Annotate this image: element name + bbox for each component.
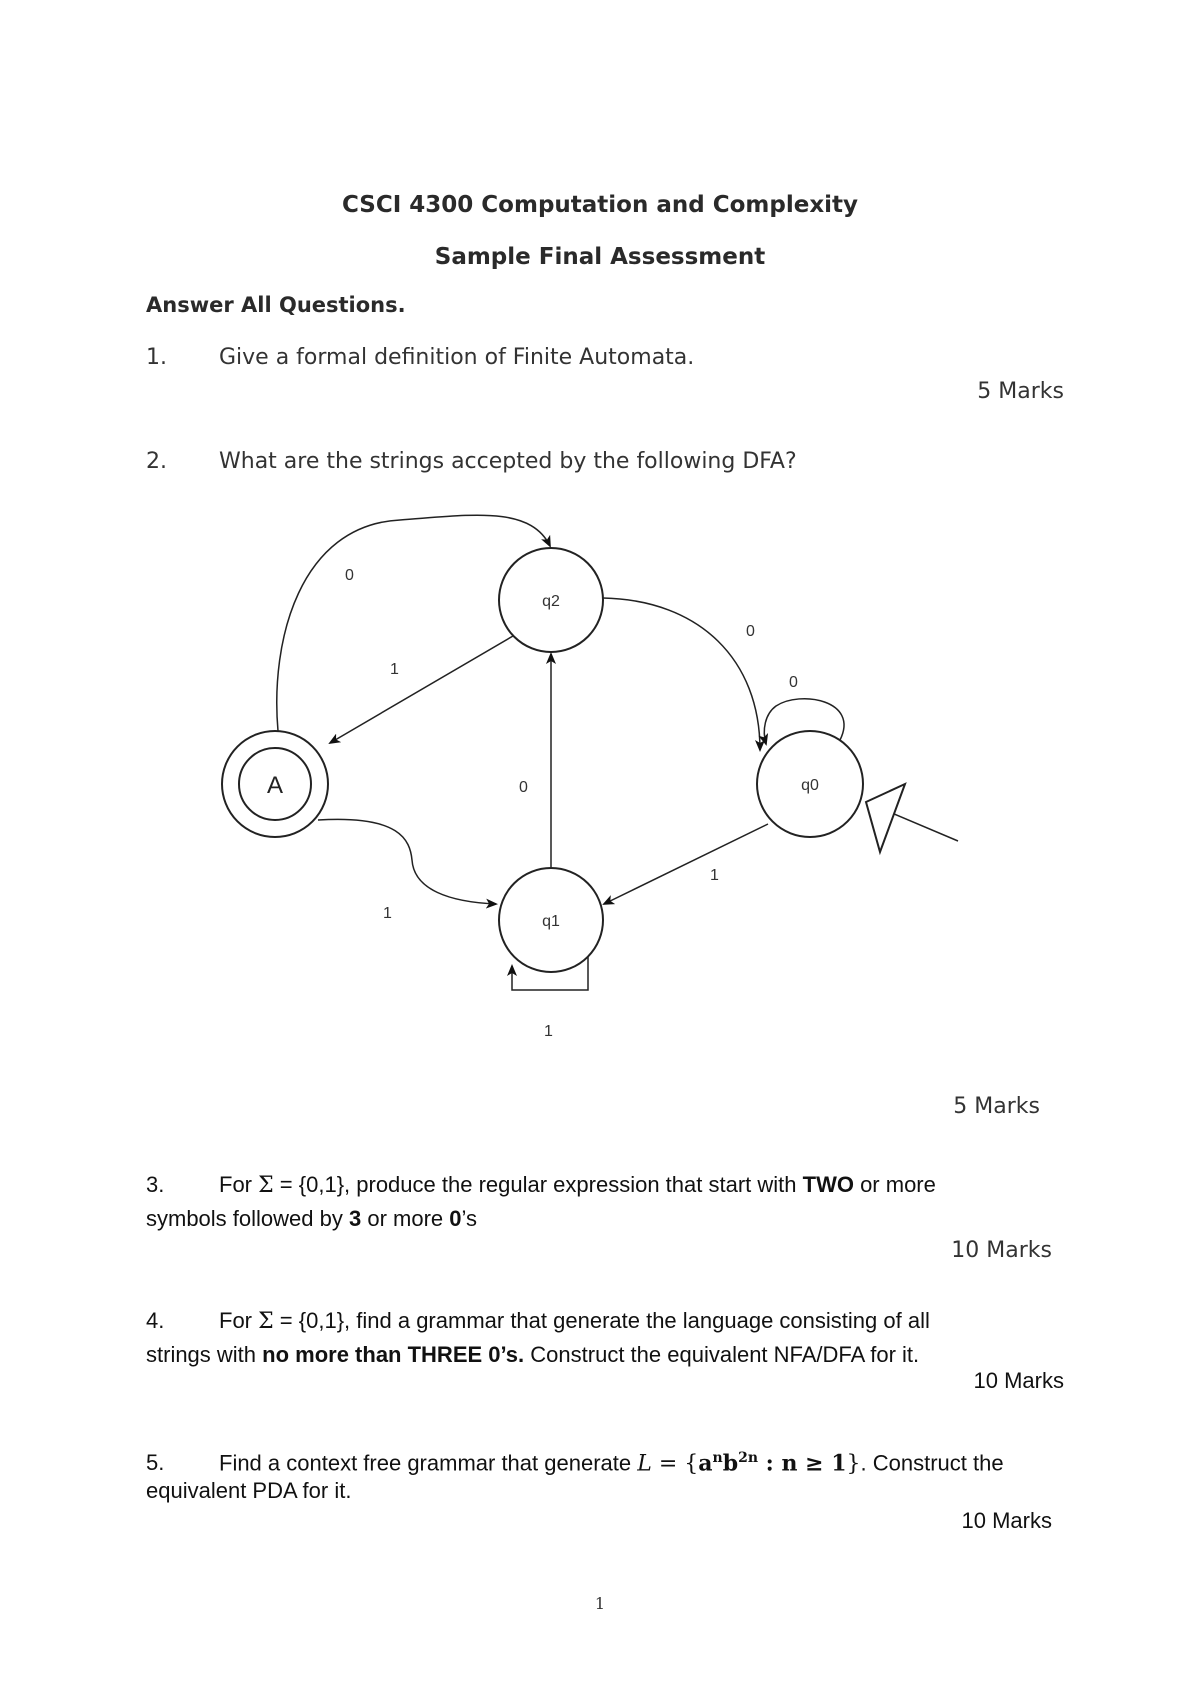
question-1-marks: 5 Marks: [977, 379, 1064, 404]
start-arrow: [866, 784, 958, 852]
question-4-number: 4.: [146, 1308, 165, 1333]
state-q0-label: q0: [801, 777, 819, 794]
q3-for: For: [219, 1172, 259, 1197]
q5-n: n: [712, 1450, 723, 1466]
label-q2-q0: 0: [746, 623, 755, 640]
instructions: Answer All Questions.: [146, 293, 406, 317]
q3-two: TWO: [802, 1172, 854, 1197]
question-1-number: 1.: [146, 345, 167, 370]
q5-2n: 2n: [738, 1450, 759, 1466]
question-4-marks: 10 Marks: [973, 1368, 1064, 1393]
transition-q0-loop: [764, 699, 844, 744]
q4-for: For: [219, 1308, 259, 1333]
label-A-q1: 1: [383, 905, 392, 922]
question-3-number: 3.: [146, 1172, 165, 1197]
q3-zero: 0: [449, 1206, 462, 1231]
page-number: 1: [594, 1594, 606, 1613]
course-title: CSCI 4300 Computation and Complexity: [341, 192, 859, 218]
label-q2-A: 1: [390, 661, 399, 678]
question-5-line-1: [219, 1450, 1004, 1476]
label-A-q2: 0: [345, 567, 354, 584]
q3-or-more: or more: [853, 1172, 936, 1197]
q3-three: 3: [348, 1206, 362, 1231]
question-4-line-2: [146, 1342, 919, 1368]
q5-close: }: [846, 1451, 861, 1477]
question-3-line-2: [146, 1206, 477, 1232]
question-1-text: Give a formal definition of Finite Automata.: [219, 345, 695, 370]
transition-q0-q1: [604, 824, 768, 904]
question-5-line-2: equivalent PDA for it.: [146, 1478, 352, 1503]
question-4-line-1: [219, 1308, 930, 1334]
transition-q2-q0: [603, 598, 760, 750]
label-q0-q1: 1: [710, 867, 719, 884]
transition-A-q2: [277, 515, 550, 731]
question-2-text: What are the strings accepted by the following DFA?: [219, 449, 797, 474]
state-q1: [499, 868, 603, 972]
state-A: [222, 731, 328, 837]
question-3-marks: 10 Marks: [951, 1238, 1052, 1263]
q3-line2c: ’s: [461, 1206, 478, 1231]
question-5-number: 5.: [146, 1450, 165, 1475]
state-q0: [757, 731, 863, 837]
sigma-symbol: Σ: [258, 1173, 274, 1198]
question-5-marks: 10 Marks: [961, 1508, 1052, 1533]
q5-tail: . Construct the: [860, 1450, 1004, 1476]
label-q1-q2: 0: [519, 779, 528, 796]
q3-line2a: symbols followed by: [146, 1206, 349, 1231]
q4-bold: no more than THREE 0’s.: [262, 1342, 525, 1367]
state-A-label: A: [266, 772, 284, 799]
q5-eq: = {: [651, 1451, 699, 1477]
question-2-number: 2.: [146, 449, 167, 474]
state-q2: [499, 548, 603, 652]
q5-lead: Find a context free grammar that generate: [219, 1450, 638, 1476]
transition-q1-loop: [512, 957, 588, 990]
sigma-symbol: Σ: [258, 1309, 274, 1334]
label-q1-loop: 1: [544, 1023, 553, 1040]
label-q0-loop: 0: [789, 674, 798, 691]
q3-set: = {0,1}, produce the regular expression that start with: [273, 1172, 803, 1197]
question-2-marks: 5 Marks: [953, 1094, 1040, 1119]
q3-line2b: or more: [361, 1206, 450, 1231]
q5-a: a: [698, 1450, 713, 1477]
transition-A-q1: [318, 819, 496, 904]
q4-line2a: strings with: [146, 1342, 263, 1367]
q5-b: b: [722, 1450, 739, 1477]
state-q1-label: q1: [542, 913, 560, 930]
question-3-line-1: [219, 1172, 936, 1198]
assessment-subtitle: Sample Final Assessment: [434, 244, 766, 270]
q5-L: L: [637, 1451, 652, 1477]
transition-q2-A: [330, 636, 513, 743]
q4-line2b: Construct the equivalent NFA/DFA for it.: [524, 1342, 920, 1367]
q4-set: = {0,1}, find a grammar that generate the language consisting of all: [273, 1308, 930, 1333]
q5-cond: : n ≥ 1: [758, 1450, 847, 1477]
state-q2-label: q2: [542, 593, 560, 610]
